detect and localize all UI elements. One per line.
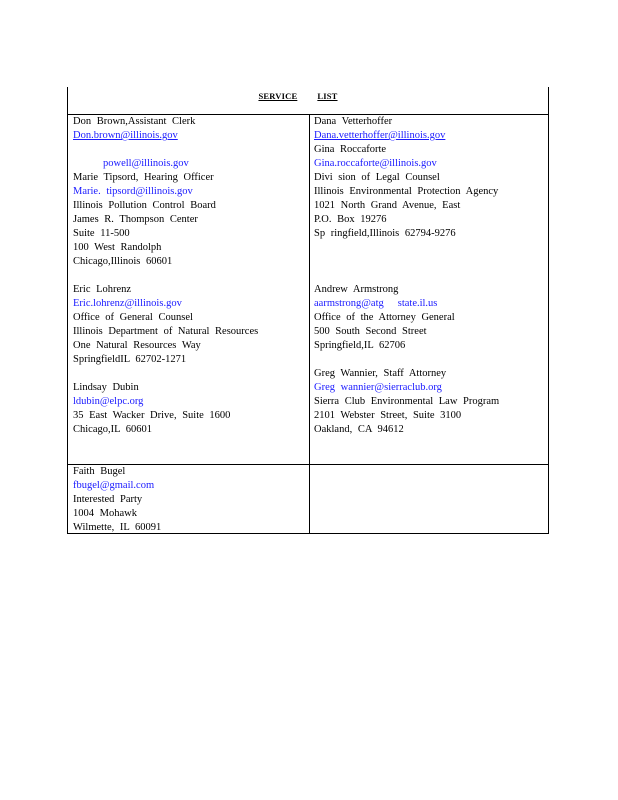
service-list-table [67, 87, 549, 534]
left-column [73, 115, 258, 437]
address-line: 500 South Second Street [314, 326, 427, 337]
contact-name: Andrew Armstrong [314, 284, 399, 295]
column-divider [309, 115, 310, 533]
contact-name: Lindsay Dubin [73, 382, 139, 393]
title-word-service: SERVICE [258, 91, 298, 101]
email-link[interactable]: Eric.lohrenz@illinois.gov [73, 298, 182, 309]
email-part: state.il.us [397, 298, 438, 309]
address-line: Illinois Environmental Protection Agency [314, 186, 499, 197]
contact-name: Marie Tipsord, Hearing Officer [73, 172, 214, 183]
contact-name: Gina Roccaforte [314, 144, 387, 155]
contact-name: Dana Vetterhoffer [314, 116, 393, 127]
address-line: 35 East Wacker Drive, Suite 1600 [73, 410, 231, 421]
email-link[interactable]: ldubin@elpc.org [73, 396, 144, 407]
email-link[interactable]: Greg wannier@sierraclub.org [314, 382, 442, 393]
address-line: Illinois Department of Natural Resources [73, 326, 259, 337]
address-line: Office of the Attorney General [314, 312, 455, 323]
address-line: Chicago,IL 60601 [73, 424, 153, 435]
address-line: Interested Party [73, 494, 143, 505]
title-row [68, 87, 548, 115]
address-line: Divi sion of Legal Counsel [314, 172, 440, 183]
title-word-list: LIST [317, 91, 338, 101]
contact-name: Greg Wannier, Staff Attorney [314, 368, 447, 379]
address-line: P.O. Box 19276 [314, 214, 387, 225]
address-line: 2101 Webster Street, Suite 3100 [314, 410, 462, 421]
address-line: Springfield,IL 62706 [314, 340, 406, 351]
email-link[interactable]: fbugel@gmail.com [73, 480, 155, 491]
address-line: Illinois Pollution Control Board [73, 200, 216, 211]
address-line: Sp ringfield,Illinois 62794-9276 [314, 228, 456, 239]
address-line: Wilmette, IL 60091 [73, 522, 162, 533]
address-line: 1004 Mohawk [73, 508, 137, 519]
bottom-left-cell [73, 465, 161, 535]
page-title [68, 91, 548, 101]
address-line: Oakland, CA 94612 [314, 424, 404, 435]
email-link[interactable] [314, 297, 499, 311]
email-link[interactable]: Marie. tipsord@illinois.gov [73, 186, 193, 197]
email-link[interactable]: powell@illinois.gov [103, 158, 189, 169]
contact-name: Eric Lohrenz [73, 284, 132, 295]
address-line: One Natural Resources Way [73, 340, 201, 351]
right-column [314, 115, 499, 437]
contact-name: Don Brown,Assistant Clerk [73, 116, 196, 127]
email-link[interactable]: Dana.vetterhoffer@illinois.gov [314, 130, 446, 141]
address-line: James R. Thompson Center [73, 214, 198, 225]
address-line: 100 West Randolph [73, 242, 162, 253]
contact-name: Faith Bugel [73, 466, 126, 477]
address-line: Sierra Club Environmental Law Program [314, 396, 500, 407]
address-line: Suite 11-500 [73, 228, 130, 239]
email-link[interactable]: Don.brown@illinois.gov [73, 130, 178, 141]
email-link[interactable]: Gina.roccaforte@illinois.gov [314, 158, 437, 169]
email-part: aarmstrong@atg [314, 298, 384, 309]
address-line: Chicago,Illinois 60601 [73, 256, 173, 267]
address-line: Office of General Counsel [73, 312, 193, 323]
address-line: 1021 North Grand Avenue, East [314, 200, 461, 211]
address-line: SpringfieldIL 62702-1271 [73, 354, 187, 365]
